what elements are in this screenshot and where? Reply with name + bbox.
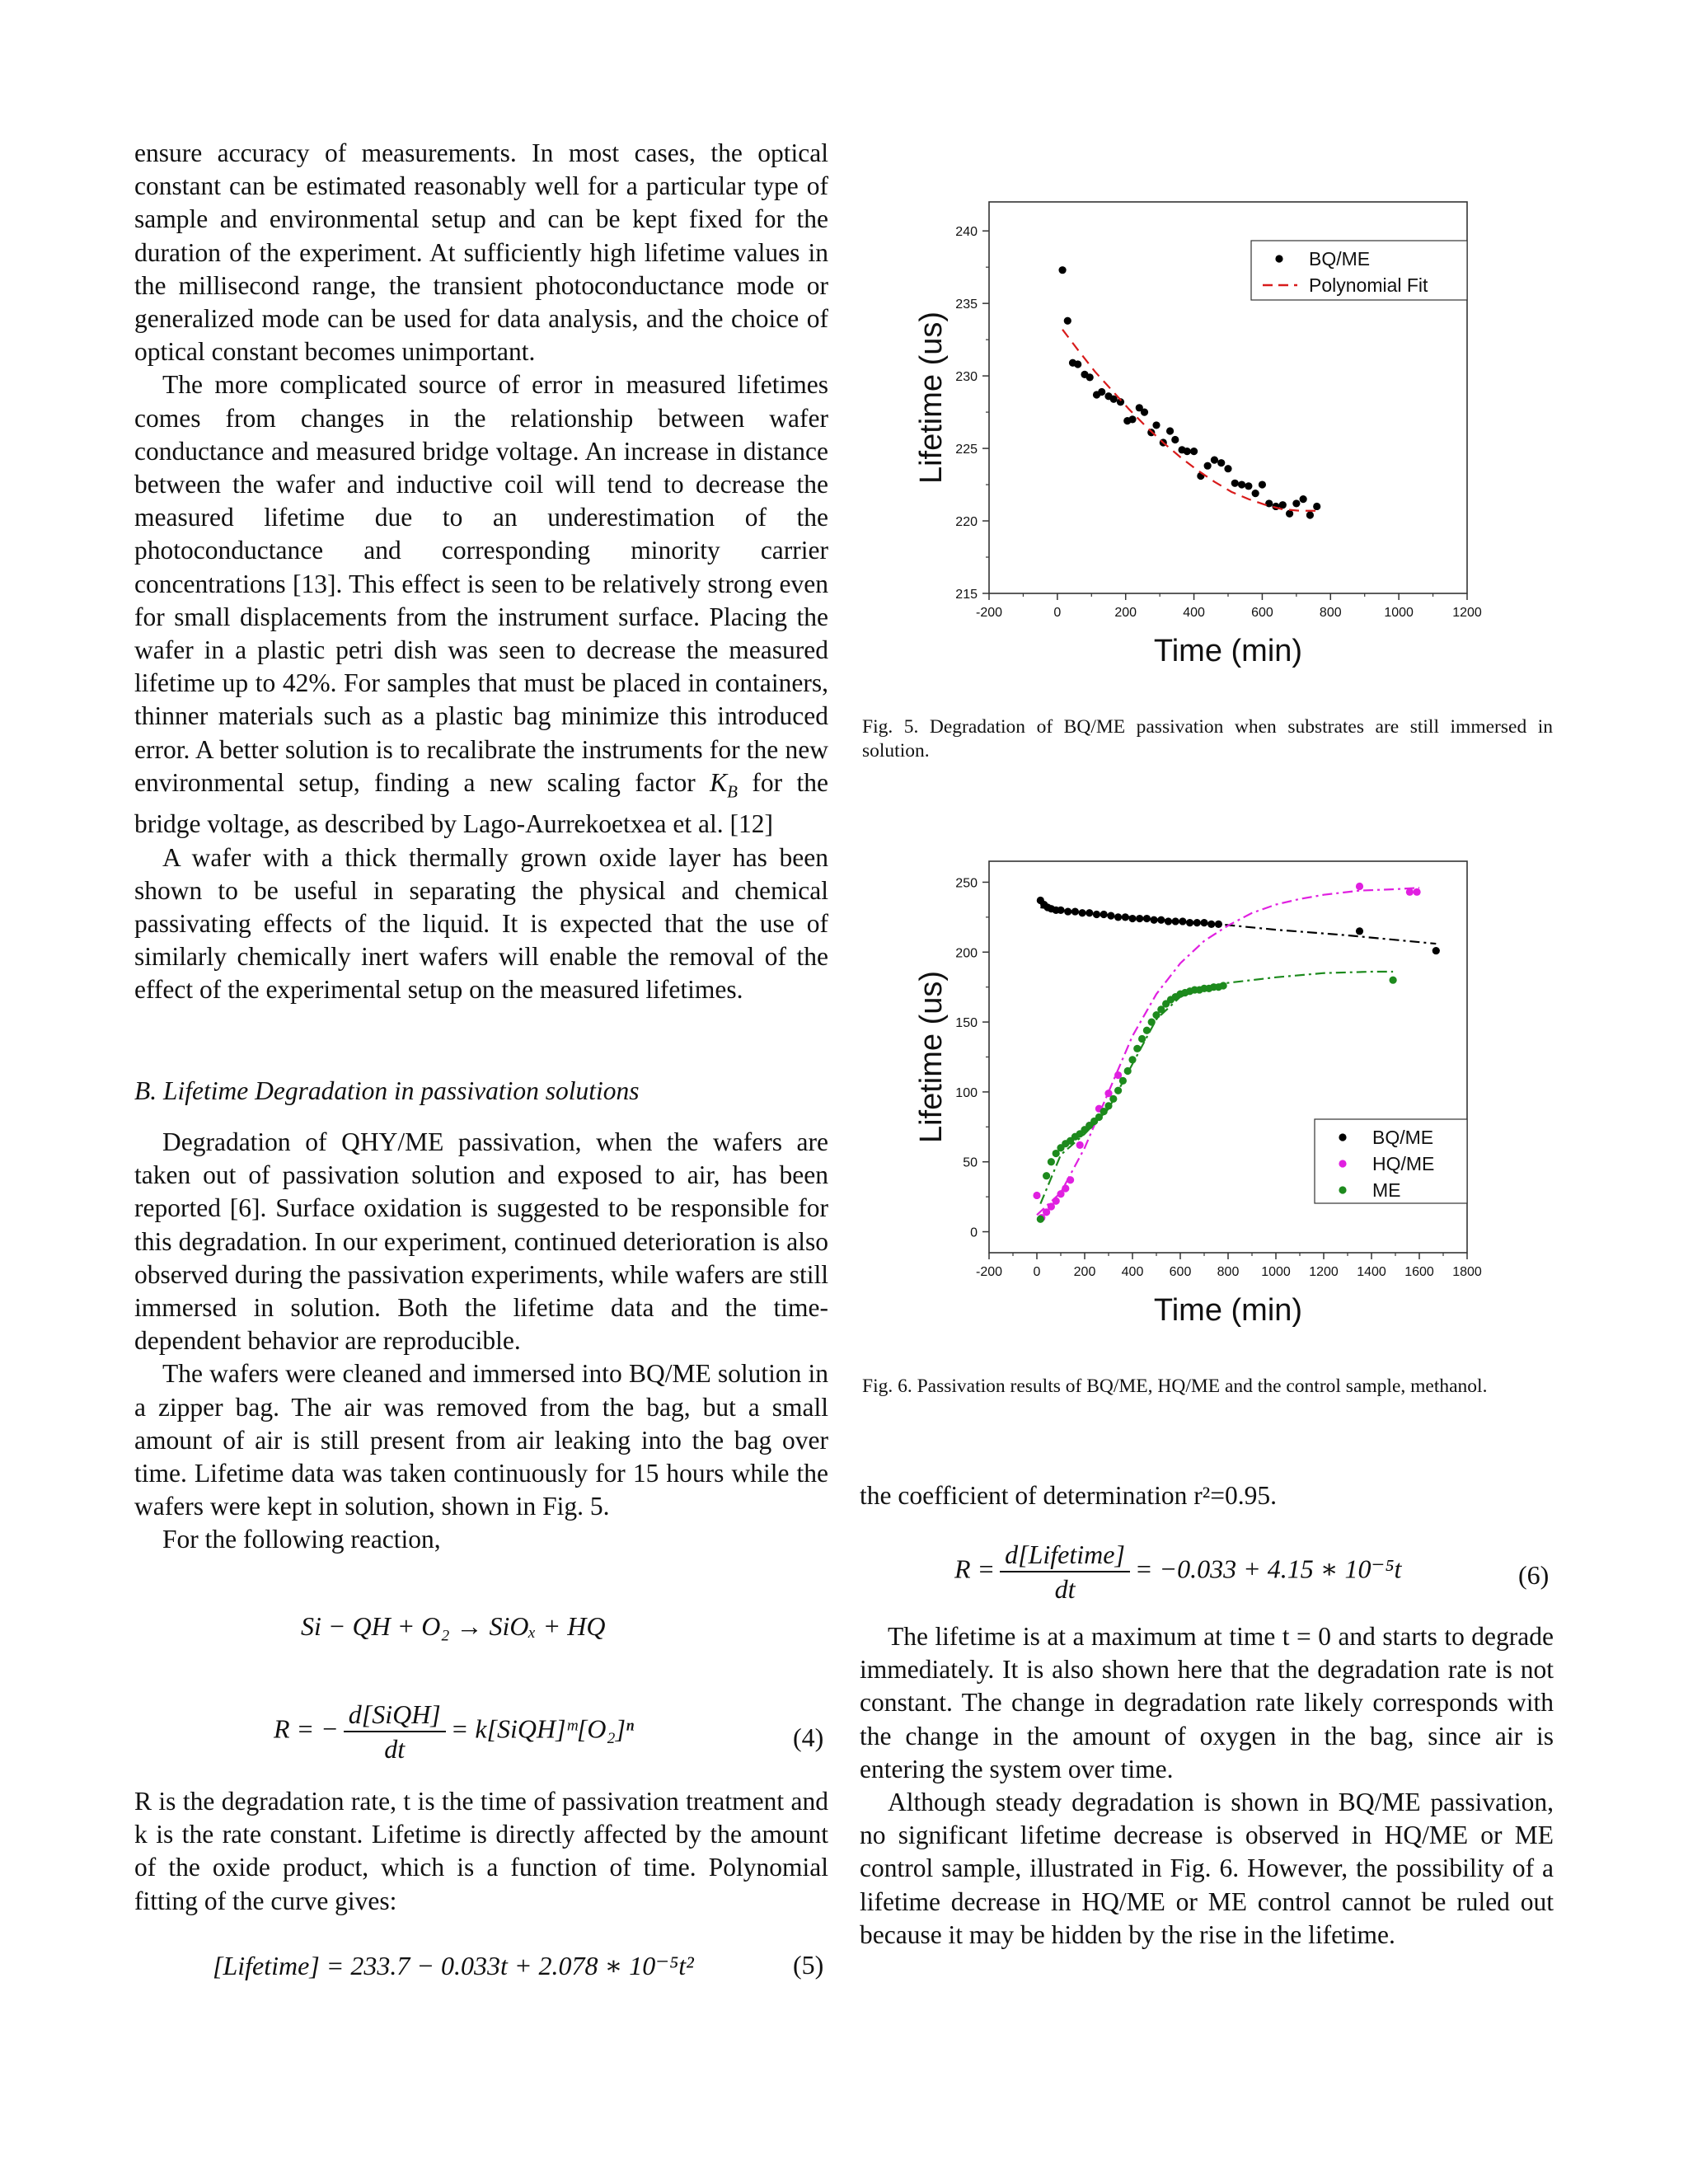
x-axis-label: Time (min)	[1153, 634, 1303, 668]
figure-5-chart	[898, 190, 1582, 676]
bq-me-point	[1074, 360, 1081, 368]
right-column-top	[860, 1479, 1554, 1512]
me-point	[1048, 1158, 1055, 1165]
figure-5-caption: Fig. 5. Degradation of BQ/ME passivation when substrates are still immersed in solution.	[862, 716, 1553, 762]
bq-me-point	[1166, 427, 1174, 434]
paragraph-reaction-intro: For the following reaction,	[162, 1525, 441, 1554]
right-column-bottom	[860, 1620, 1554, 1952]
kb-symbol: K	[710, 767, 728, 797]
paragraph-oxide-wafer: A wafer with a thick thermally grown oxide layer has been shown to be useful in separating the physical and chemical passivating effects of the liquid. It is expected that the use of similarly chemically inert wafers will enable the removal of the effect of the experimental setup on the measured lifetimes.	[134, 842, 828, 1005]
x-tick-label: 0	[1033, 1265, 1041, 1279]
bq-me-point	[1128, 415, 1136, 423]
paragraph-experiment: The wafers were cleaned and immersed into BQ/ME solution in a zipper bag. The air was removed from the bag, but a small amount of air is still present from air leaking into the bag over time. Lifetime data was taken continuously for 15 hours while the wafers were kept in solution, shown in Fig. 5.	[134, 1359, 828, 1521]
eq6-denominator: dt	[1054, 1574, 1076, 1604]
bq-me-point	[1211, 457, 1218, 464]
x-tick-label: 800	[1319, 606, 1342, 620]
me-point	[1043, 1172, 1050, 1179]
figure-6-chart	[898, 849, 1582, 1335]
x-tick-label: 1000	[1384, 606, 1414, 620]
y-tick-label: 250	[955, 876, 978, 891]
hq-me-point	[1414, 888, 1421, 896]
x-tick-label: 1400	[1357, 1265, 1386, 1279]
hq-me-point	[1033, 1192, 1040, 1199]
x-tick-label: 200	[1114, 606, 1137, 620]
x-tick-label: 0	[1053, 606, 1062, 620]
equation-5-number: (5)	[793, 1950, 824, 1980]
equation-6	[954, 1538, 1401, 1605]
hq-me-point	[1076, 1141, 1084, 1149]
paragraph-r-squared: the coefficient of determination r²=0.95.	[860, 1481, 1277, 1510]
equation-6-number: (6)	[1518, 1560, 1550, 1590]
bq-me-point	[1128, 915, 1136, 922]
x-tick-label: 800	[1217, 1265, 1240, 1279]
bq-me-point	[1279, 501, 1287, 509]
legend-label-bq-me: BQ/ME	[1372, 1127, 1434, 1148]
legend-marker-hq-me	[1339, 1160, 1346, 1167]
legend-label-hq-me: HQ/ME	[1372, 1153, 1435, 1174]
bq-me-point	[1356, 927, 1363, 935]
me-point	[1220, 982, 1227, 989]
legend-marker-me	[1339, 1186, 1346, 1193]
polynomial-fit-line	[1062, 330, 1320, 511]
paragraph-hq-me-comparison: Although steady degradation is shown in BQ/ME passivation, no significant lifetime decrease is observed in HQ/ME or ME control sample, illustrated in Fig. 6. However, the possibility of a lifetime decrease in HQ/ME or ME control cannot be ruled out because it may be hidden by the rise in the lifetime.	[860, 1788, 1554, 1949]
bq-me-point	[1190, 448, 1198, 455]
x-tick-label: 400	[1121, 1265, 1144, 1279]
paragraph-lifetime-maximum: The lifetime is at a maximum at time t = 0 and starts to degrade immediately. It is also shown here that the degradation rate is not constant. The change in degradation rate likely corresponds with the change in the amount of oxygen in the bag, since air is entering the system over time.	[860, 1622, 1554, 1783]
me-point	[1138, 1035, 1146, 1043]
x-tick-label: 200	[1073, 1265, 1096, 1279]
x-tick-label: 1000	[1261, 1265, 1291, 1279]
eq4-rhs: = k[SiQH]ᵐ[O₂]ⁿ	[450, 1713, 635, 1744]
reaction-equation: Si − QH + O₂ → SiOₓ + HQ	[301, 1611, 606, 1641]
bq-me-point	[1265, 499, 1273, 507]
y-tick-label: 230	[955, 370, 978, 385]
y-axis-label: Lifetime (us)	[914, 970, 949, 1144]
y-tick-label: 50	[963, 1155, 978, 1170]
bq-me-point	[1064, 317, 1071, 325]
bq-me-point	[1245, 482, 1252, 490]
paragraph-error-source-tail: for the bridge voltage, as described by Lago-Aurrekoetxea et al. [12]	[134, 767, 828, 839]
bq-me-point	[1086, 373, 1094, 381]
bq-me-point	[1224, 465, 1231, 472]
x-tick-label: 400	[1183, 606, 1205, 620]
bq-me-point	[1313, 503, 1320, 510]
eq6-numerator: d[Lifetime]	[1000, 1538, 1130, 1572]
bq-me-point	[1259, 480, 1266, 488]
bq-me-point	[1252, 490, 1259, 497]
y-tick-label: 225	[955, 443, 978, 457]
eq4-denominator: dt	[384, 1734, 406, 1764]
left-column-bottom	[134, 1785, 828, 1918]
figure-5	[898, 190, 1582, 676]
y-tick-label: 150	[955, 1016, 978, 1031]
y-tick-label: 0	[970, 1226, 978, 1240]
x-tick-label: -200	[975, 606, 1003, 620]
y-tick-label: 240	[955, 225, 978, 240]
bq-me-point	[1098, 388, 1105, 396]
equation-4-number: (4)	[793, 1722, 824, 1752]
bq-me-point	[1306, 511, 1314, 518]
x-tick-label: 600	[1169, 1265, 1192, 1279]
y-tick-label: 220	[955, 515, 978, 530]
paragraph-rate-definition: R is the degradation rate, t is the time of passivation treatment and k is the rate constant. Lifetime is directly affected by the amount of the oxide product, which is a function of time. Polynomial fitting of the curve gives:	[134, 1787, 828, 1915]
x-tick-label: 600	[1251, 606, 1273, 620]
eq6-fraction	[1000, 1538, 1130, 1605]
paragraph-optical-constant: ensure accuracy of measurements. In most cases, the optical constant can be estimated reasonably well for a particular type of sample and environmental setup and can be kept fixed for the duration of the experiment. At sufficiently high lifetime values in the millisecond range, the transient photoconductance mode or generalized mode can be used for data analysis, and the choice of optical constant becomes unimportant.	[134, 138, 828, 367]
equation-4	[274, 1698, 634, 1765]
eq4-fraction	[344, 1698, 446, 1765]
bq-me-point	[1300, 495, 1307, 503]
x-tick-label: 1800	[1452, 1265, 1482, 1279]
equation-5: [Lifetime] = 233.7 − 0.033t + 2.078 ∗ 10⁻⁵t²	[213, 1951, 694, 1980]
section-heading: B. Lifetime Degradation in passivation solutions	[134, 1076, 640, 1105]
bq-me-point	[1432, 947, 1440, 954]
legend-label-polynomial-fit: Polynomial Fit	[1309, 274, 1428, 296]
bq-me-point	[1184, 448, 1191, 455]
hq-me-point	[1062, 1184, 1069, 1192]
legend-label-me: ME	[1372, 1179, 1401, 1201]
figure-6-caption: Fig. 6. Passivation results of BQ/ME, HQ/ME and the control sample, methanol.	[862, 1376, 1488, 1397]
legend-marker-bq-me	[1275, 255, 1282, 262]
y-tick-label: 100	[955, 1085, 978, 1100]
eq4-numerator: d[SiQH]	[344, 1698, 446, 1732]
kb-subscript: B	[727, 781, 738, 802]
figure-6	[898, 849, 1582, 1335]
bq-me-point	[1217, 459, 1225, 466]
bq-me-point	[1238, 480, 1245, 488]
eq6-rhs: = −0.033 + 4.15 ∗ 10⁻⁵t	[1134, 1554, 1402, 1584]
me-point	[1037, 1216, 1044, 1223]
legend-marker-bq-me	[1339, 1133, 1346, 1141]
eq4-lhs: R = −	[274, 1713, 339, 1744]
y-tick-label: 200	[955, 946, 978, 961]
paragraph-error-source-text: The more complicated source of error in measured lifetimes comes from changes in the relationship between wafer conductance and measured bridge voltage. An increase in distance between the wafer and inductive coil will tend to decrease the measured lifetime due to an underestimation of the photoconductance and corresponding minority carrier concentrations [13]. This effect is seen to be relatively strong even for small displacements from the instrument surface. Placing the wafer in a plastic petri dish was seen to decrease the measured lifetime up to 42%. For samples that must be placed in containers, thinner materials such as a plastic bag minimize this introduced error. A better solution is to recalibrate the instruments for the new environmental setup, finding a new scaling factor	[134, 370, 828, 797]
paragraph-error-source	[134, 368, 828, 841]
me-point	[1390, 977, 1397, 984]
bq-me-point	[1058, 266, 1066, 274]
eq6-lhs: R =	[954, 1554, 996, 1584]
x-tick-label: 1200	[1452, 606, 1482, 620]
bq-me-point	[1151, 916, 1158, 924]
bq-me-point	[1114, 913, 1122, 921]
paragraph-qhy-degradation: Degradation of QHY/ME passivation, when the wafers are taken out of passivation solution and exposed to air, has been reported [6]. Surface oxidation is suggested to be responsible for this degradation. In our experiment, continued deterioration is also observed during the passivation experiments, while wafers are still immersed in solution. Both the lifetime data and the time-dependent behavior are reproducible.	[134, 1127, 828, 1356]
x-tick-label: 1200	[1309, 1265, 1339, 1279]
bq-me-point	[1171, 436, 1179, 443]
bq-me-point	[1136, 915, 1143, 922]
y-axis-label: Lifetime (us)	[914, 311, 949, 485]
hq-me-point	[1356, 883, 1363, 890]
x-tick-label: 1600	[1404, 1265, 1434, 1279]
bq-me-point	[1231, 480, 1239, 487]
bq-me-point	[1204, 462, 1212, 470]
bq-me-point	[1141, 408, 1148, 415]
legend-label-bq-me: BQ/ME	[1309, 248, 1371, 269]
y-tick-label: 235	[955, 298, 978, 312]
x-axis-label: Time (min)	[1153, 1293, 1303, 1328]
bq-me-point	[1152, 421, 1160, 429]
bq-me-point	[1292, 499, 1300, 507]
x-tick-label: -200	[975, 1265, 1003, 1279]
y-tick-label: 215	[955, 588, 978, 602]
